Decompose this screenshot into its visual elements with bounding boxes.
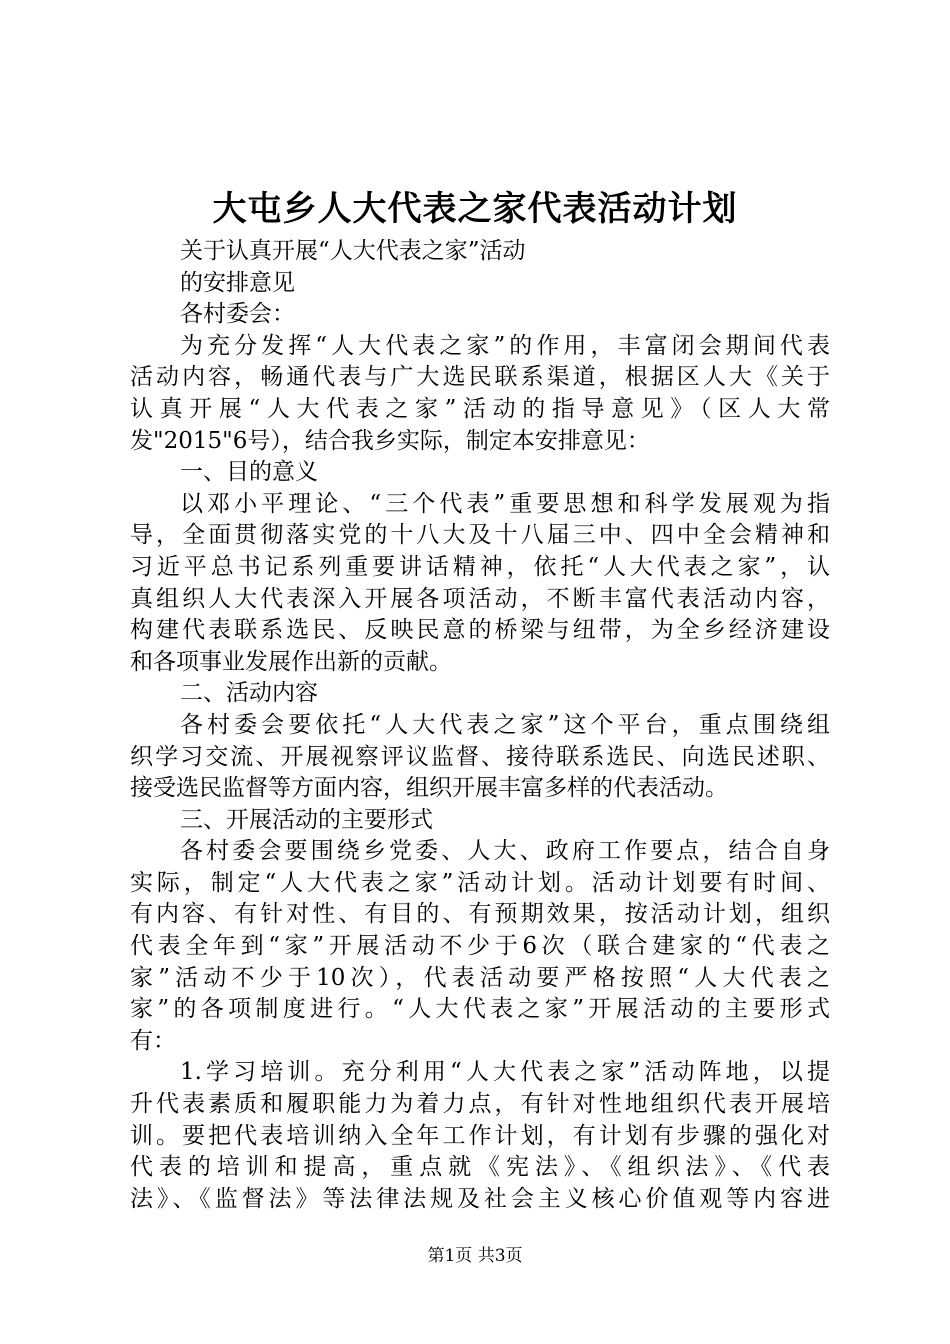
text-line: 的安排意见 (180, 269, 295, 296)
document-body (130, 236, 830, 1215)
text-line: 一、目的意义 (180, 459, 318, 486)
document-title: 大屯乡人大代表之家代表活动计划 (212, 189, 738, 229)
text-line: 活动内容，畅通代表与广大选民联系渠道，根据区人大《关于 (130, 364, 830, 391)
text-line: 真组织人大代表深入开展各项活动，不断丰富代表活动内容， (130, 585, 830, 612)
text-line: 家”的各项制度进行。“人大代表之家”开展活动的主要形式 (130, 996, 830, 1023)
text-line: 和各项事业发展作出新的贡献。 (130, 648, 452, 675)
text-line: 代表全年到“家”开展活动不少于6次（联合建家的“代表之 (130, 933, 830, 960)
text-line: 升代表素质和履职能力为着力点，有针对性地组织代表开展培 (130, 1091, 830, 1118)
text-line: 家”活动不少于10次），代表活动要严格按照“人大代表之 (130, 964, 830, 991)
text-line: 实际，制定“人大代表之家”活动计划。活动计划要有时间、 (130, 869, 830, 896)
text-line: 代表的培训和提高，重点就《宪法》、《组织法》、《代表 (130, 1154, 830, 1181)
text-line: 关于认真开展“人大代表之家”活动 (180, 238, 526, 264)
page-number: 第1页 共3页 (427, 1246, 523, 1266)
text-line: 接受选民监督等方面内容，组织开展丰富多样的代表活动。 (130, 775, 728, 802)
text-line: 构建代表联系选民、反映民意的桥梁与纽带，为全乡经济建设 (130, 617, 830, 644)
text-line: 各村委会要依托“人大代表之家”这个平台，重点围绕组 (180, 711, 830, 738)
text-line: 发"2015"6号），结合我乡实际，制定本安排意见： (130, 427, 650, 454)
text-line: 导，全面贯彻落实党的十八大及十八届三中、四中全会精神和 (130, 522, 830, 549)
text-line: 习近平总书记系列重要讲话精神，依托“人大代表之家”，认 (130, 553, 830, 580)
text-line: 三、开展活动的主要形式 (180, 806, 433, 833)
text-line: 各村委会要围绕乡党委、人大、政府工作要点，结合自身 (180, 838, 830, 865)
text-line: 认真开展“人大代表之家”活动的指导意见》（区人大常 (130, 395, 830, 422)
text-line: 以邓小平理论、“三个代表”重要思想和科学发展观为指 (180, 490, 830, 517)
text-line: 训。要把代表培训纳入全年工作计划，有计划有步骤的强化对 (130, 1122, 830, 1149)
text-line: 1.学习培训。充分利用“人大代表之家”活动阵地，以提 (180, 1059, 830, 1086)
text-line: 二、活动内容 (180, 680, 318, 707)
text-line: 各村委会： (180, 301, 295, 328)
text-line: 为充分发挥“人大代表之家”的作用，丰富闭会期间代表 (180, 332, 830, 359)
text-line: 法》、《监督法》等法律法规及社会主义核心价值观等内容进 (130, 1185, 830, 1212)
text-line: 织学习交流、开展视察评议监督、接待联系选民、向选民述职、 (130, 743, 830, 770)
text-line: 有内容、有针对性、有目的、有预期效果，按活动计划，组织 (130, 901, 830, 928)
text-line: 有： (130, 1027, 176, 1054)
